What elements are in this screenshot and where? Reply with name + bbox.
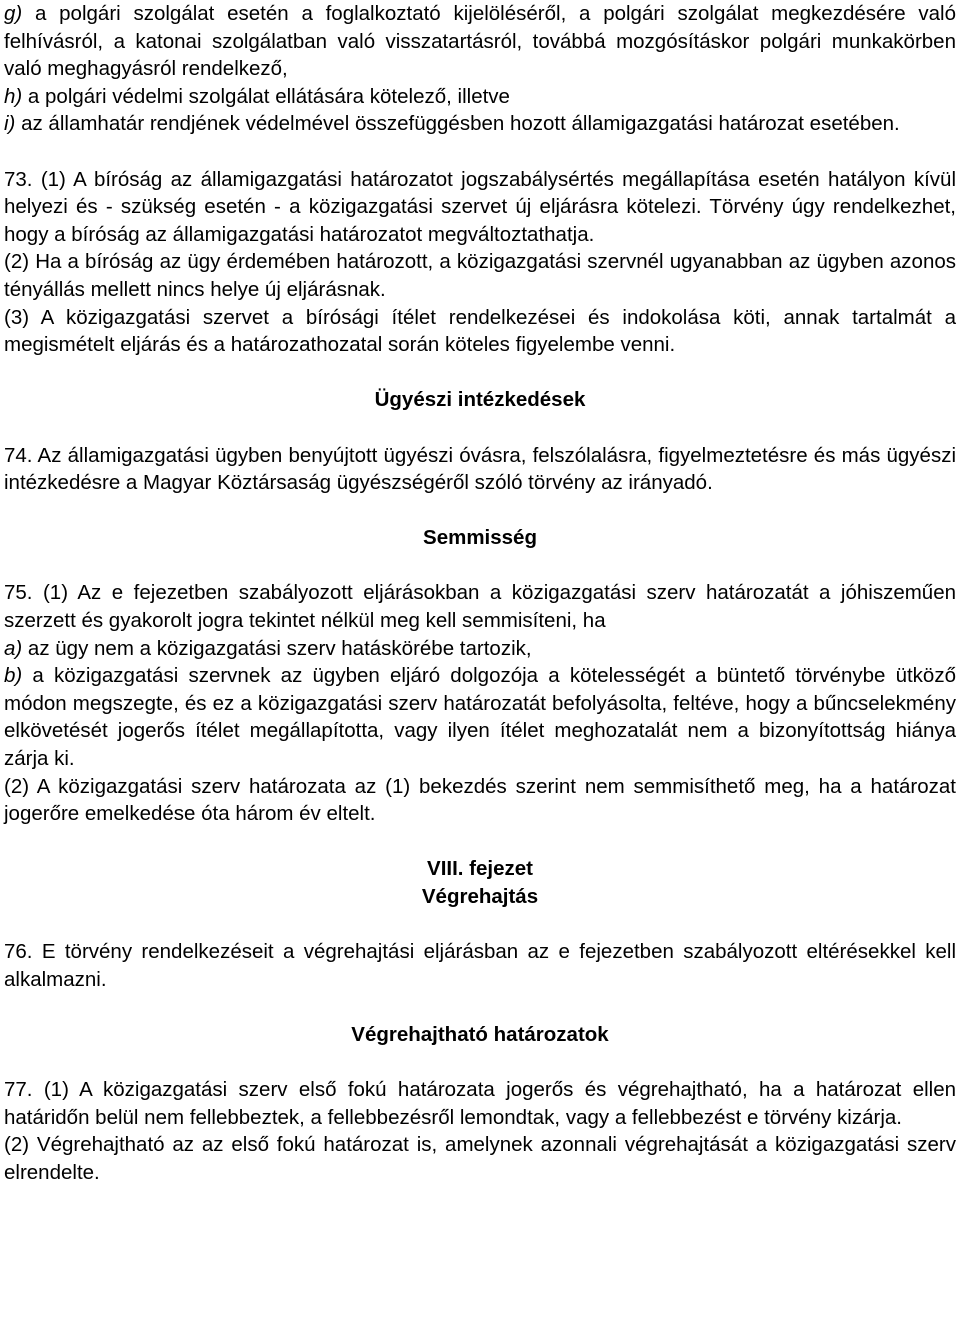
item-text: a polgári védelmi szolgálat ellátására kötelező, illetve <box>22 84 510 108</box>
list-item-g <box>4 0 956 83</box>
item-letter: i) <box>4 112 16 136</box>
item-text: az államhatár rendjének védelmével összefüggésben hozott államigazgatási határozat esetében. <box>15 112 900 136</box>
item-letter: b) <box>4 664 23 688</box>
section-75-paragraph-2: (2) A közigazgatási szerv határozata az (1) bekezdés szerint nem semmisíthető meg, ha a határozat jogerőre emelkedése óta három év eltelt. <box>4 774 956 826</box>
item-text: az ügy nem a közigazgatási szerv hatáskörébe tartozik, <box>22 636 532 660</box>
section-74-paragraph: 74. Az államigazgatási ügyben benyújtott ügyészi óvásra, felszólalásra, figyelmeztetésre és más ügyészi intézkedésre a Magyar Köztársaság ügyészségéről szóló törvény az irányadó. <box>4 443 956 495</box>
chapter-number: VIII. fejezet <box>427 857 533 881</box>
list-item-b <box>4 662 956 772</box>
section-77-paragraph-2: (2) Végrehajtható az az első fokú határozat is, amelynek azonnali végrehajtását a közigazgatási szerv elrendelte. <box>4 1133 956 1184</box>
list-item-a <box>4 635 956 663</box>
item-text: a közigazgatási szervnek az ügyben eljáró dolgozója a kötelességét a büntető törvénybe ütköző módon megszegte, és ez a közigazgatási szerv határozatát befolyásolta, feltéve, hogy a bűncselekmény elkövetését jogerős ítélet megállapította, vagy ilyen ítélet meghozatalát nem a bizonyítottság hiánya zárja ki. <box>4 664 956 771</box>
chapter-title: Végrehajtás <box>421 885 539 908</box>
section-heading-semmisseg: Semmisség <box>423 526 537 550</box>
section-73-paragraph-3: (3) A közigazgatási szervet a bírósági ítélet rendelkezései és indokolása köti, annak tartalmát a megismételt eljárás és a határozathozatal során köteles figyelembe venni. <box>4 305 956 357</box>
section-heading-ugyeszi: Ügyészi intézkedések <box>374 388 586 412</box>
section-heading-vegrehajthato: Végrehajtható határozatok <box>351 1022 609 1046</box>
item-letter: a) <box>4 636 23 660</box>
section-77-paragraph-1: 77. (1) A közigazgatási szerv első fokú határozata jogerős és végrehajtható, ha a határozat ellen határidőn belül nem fellebbeztek, a fellebbezésről lemondtak, vagy a fellebbezést e törvény kizárja. <box>4 1078 956 1129</box>
item-letter: h) <box>4 84 23 108</box>
item-letter: g) <box>4 2 23 25</box>
section-75-paragraph-1: 75. (1) Az e fejezetben szabályozott eljárásokban a közigazgatási szerv határozatát a jóhiszeműen szerzett és gyakorolt jogra tekintet nélkül meg kell semmisíteni, ha <box>4 581 956 633</box>
section-73-paragraph-2: (2) Ha a bíróság az ügy érdemében határozott, a közigazgatási szervnél ugyanabban az ügyben azonos tényállás mellett nincs helye új eljárásnak. <box>4 250 956 301</box>
section-73-paragraph-1: 73. (1) A bíróság az államigazgatási határozatot jogszabálysértés megállapítása esetén hatályon kívül helyezi és - szükség esetén - a közigazgatási szervet új eljárásra kötelezi. Törvény úgy rendelkezhet, hogy a bíróság az államigazgatási határozatot megváltoztathatja. <box>4 167 956 246</box>
list-item-i <box>4 110 956 138</box>
item-text: a polgári szolgálat esetén a foglalkoztató kijelöléséről, a polgári szolgálat megkezdésére való felhívásról, a katonai szolgálatban való visszatartásról, továbbá mozgósításkor polgári munkakörben való meghagyásról rendelkező, <box>4 2 956 81</box>
section-76-paragraph: 76. E törvény rendelkezéseit a végrehajtási eljárásban az e fejezetben szabályozott eltérésekkel kell alkalmazni. <box>4 940 956 991</box>
list-item-h <box>4 83 956 111</box>
